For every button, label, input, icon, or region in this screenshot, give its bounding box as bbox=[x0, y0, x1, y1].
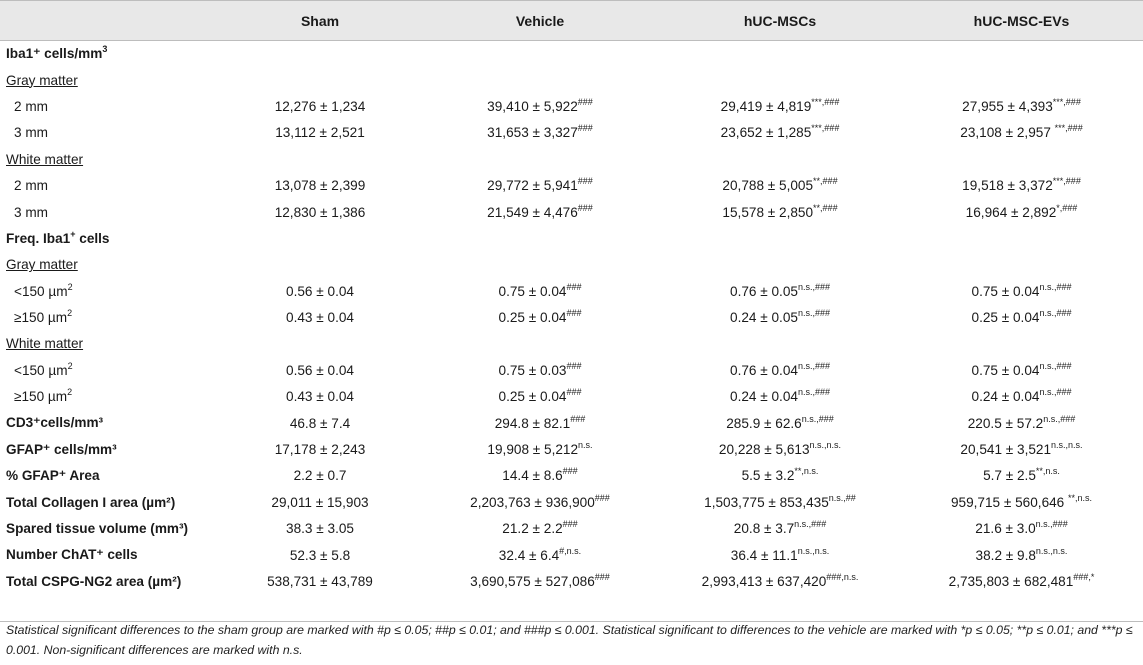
table-row: White matter bbox=[6, 336, 84, 352]
table-row: Gray matter bbox=[6, 72, 78, 88]
header-blank bbox=[0, 1, 220, 41]
table-row: Number ChAT⁺ cells 52.3 ± 5.8 $32.4 \pm 6.4^{\#,n.s.}$ $36.4 \pm 11.1^{n.s.,n.s.}$ $38.2 \pm 9.8^{n.s.,n.s.}$ bbox=[6, 545, 1068, 563]
table-row: White matter bbox=[6, 151, 84, 167]
table-row: ≥150 µm$^2$ 0.43 ± 0.04 0.25 ± 0.04### $0.24 \pm 0.05^{n.s.,\#\#\#}$ $0.25 \pm 0.04^{n.s.,\#\#\#}$ bbox=[14, 308, 1072, 326]
header-vehicle: Vehicle bbox=[515, 12, 565, 29]
table-row: 3 mm 13,112 ± 2,521 31,653 ± 3,327### 23,652 ± 1,285***,### 23,108 ± 2,957 ***,### bbox=[14, 123, 1083, 141]
table-row: Total CSPG-NG2 area (µm²) 538,731 ± 43,789 3,690,575 ± 527,086### $2,993,413 \pm 637,420^{\#\#\#,n.s.}$ 2,735,803 ± 682,481###,* bbox=[6, 572, 1095, 589]
table-row: 2 mm 12,276 ± 1,234 39,410 ± 5,922### 29,419 ± 4,819***,### 27,955 ± 4,393***,### bbox=[14, 96, 1081, 114]
header-row bbox=[0, 1, 1143, 41]
table-row: <150 µm$^2$ 0.56 ± 0.04 0.75 ± 0.03### $0.76 \pm 0.04^{n.s.,\#\#\#}$ $0.75 \pm 0.04^{n.s.,\#\#\#}$ bbox=[14, 360, 1072, 378]
table-row: CD3⁺cells/mm³ 46.8 ± 7.4 294.8 ± 82.1### $285.9 \pm 62.6^{n.s.,\#\#\#}$ $220.5 \pm 57.2^{n.s.,\#\#\#}$ bbox=[6, 413, 1076, 431]
header-sham: Sham bbox=[300, 12, 340, 29]
table-row: 2 mm 13,078 ± 2,399 29,772 ± 5,941### 20,788 ± 5,005**,### 19,518 ± 3,372***,### bbox=[14, 176, 1081, 194]
table-row: Freq. Iba1+ cells bbox=[6, 228, 110, 246]
table-footnote: Statistical significant differences to the sham group are marked with #p ≤ 0.05; ##p ≤ 0.01; and ###p ≤ 0.001. Statistical significant to differences to the vehicle are marked with *p ≤ 0.05; **p ≤ 0.01; and ***p ≤ 0.001. Non-significant differences are marked with n.s. bbox=[6, 623, 1133, 657]
table-row: <150 µm$^2$ 0.56 ± 0.04 0.75 ± 0.04### $0.76 \pm 0.05^{n.s.,\#\#\#}$ $0.75 \pm 0.04^{n.s.,\#\#\#}$ bbox=[14, 281, 1072, 299]
table-row: % GFAP⁺ Area 2.2 ± 0.7 14.4 ± 8.6### $5.5 \pm 3.2^{**,n.s.}$ $5.7 \pm 2.5^{**,n.s.}$ bbox=[6, 466, 1060, 484]
table-row: GFAP⁺ cells/mm³ 17,178 ± 2,243 $19,908 \pm 5,212^{n.s.}$ $20,228 \pm 5,613^{n.s.,n.s.}$ $20,541 \pm 3,521^{n.s.,n.s.}$ bbox=[6, 440, 1083, 458]
header-huc-msc-evs: hUC-MSC-EVs bbox=[973, 12, 1070, 29]
table-row: ≥150 µm$^2$ 0.43 ± 0.04 0.25 ± 0.04### $0.24 \pm 0.04^{n.s.,\#\#\#}$ $0.24 \pm 0.04^{n.s.,\#\#\#}$ bbox=[14, 387, 1072, 405]
table-row: Iba1⁺ cells/$mm^3$ bbox=[6, 43, 108, 61]
table-row: Total Collagen I area (µm²) 29,011 ± 15,903 2,203,763 ± 936,900### $1,503,775 \pm 853,435^{n.s.,\#\#}$ 959,715 ± 560,646 $^{**,n.s.}$ bbox=[6, 492, 1093, 510]
table-row: Spared tissue volume (mm³) 38.3 ± 3.05 21.2 ± 2.2### $20.8 \pm 3.7^{n.s.,\#\#\#}$ $21.6 \pm 3.0^{n.s.,\#\#\#}$ bbox=[6, 519, 1068, 537]
header-huc-mscs: hUC-MSCs bbox=[743, 12, 817, 29]
table-row bbox=[0, 595, 1143, 621]
table-row: 3 mm 12,830 ± 1,386 21,549 ± 4,476### 15,578 ± 2,850**,### 16,964 ± 2,892*,### bbox=[14, 202, 1078, 220]
table-row: Gray matter bbox=[6, 257, 78, 273]
